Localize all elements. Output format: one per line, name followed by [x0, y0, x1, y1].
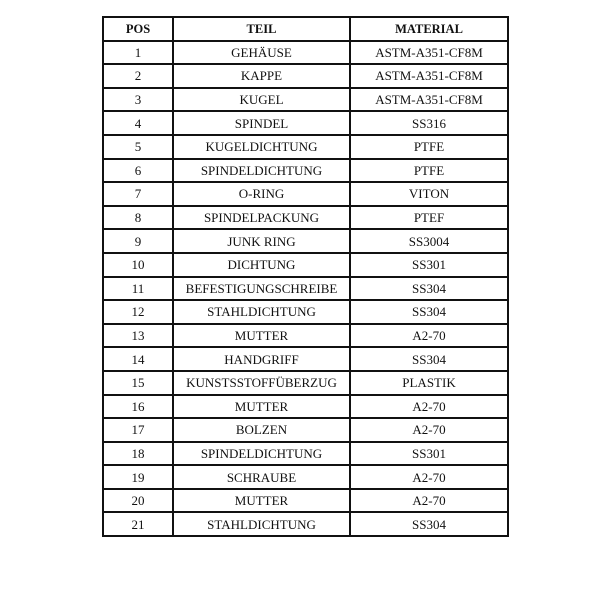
cell-material: A2-70: [350, 418, 508, 442]
table-row: [103, 135, 508, 159]
cell-pos: 1: [103, 41, 173, 65]
cell-pos: 15: [103, 371, 173, 395]
cell-teil: SPINDELDICHTUNG: [173, 442, 350, 466]
table-row: [103, 229, 508, 253]
cell-teil: MUTTER: [173, 395, 350, 419]
cell-material: SS301: [350, 253, 508, 277]
cell-teil: SCHRAUBE: [173, 465, 350, 489]
cell-material: VITON: [350, 182, 508, 206]
table-row: [103, 111, 508, 135]
table-row: [103, 512, 508, 536]
cell-material: SS304: [350, 277, 508, 301]
cell-teil: MUTTER: [173, 489, 350, 513]
cell-pos: 7: [103, 182, 173, 206]
cell-material: SS304: [350, 300, 508, 324]
table-row: [103, 41, 508, 65]
table-row: [103, 442, 508, 466]
cell-teil: STAHLDICHTUNG: [173, 300, 350, 324]
cell-pos: 10: [103, 253, 173, 277]
cell-material: PLASTIK: [350, 371, 508, 395]
cell-material: A2-70: [350, 489, 508, 513]
table-row: [103, 395, 508, 419]
header-material: MATERIAL: [350, 17, 508, 41]
cell-pos: 18: [103, 442, 173, 466]
cell-pos: 9: [103, 229, 173, 253]
table-row: [103, 465, 508, 489]
cell-pos: 2: [103, 64, 173, 88]
table-row: [103, 64, 508, 88]
cell-pos: 20: [103, 489, 173, 513]
table-row: [103, 371, 508, 395]
cell-material: SS304: [350, 347, 508, 371]
cell-material: ASTM-A351-CF8M: [350, 64, 508, 88]
table-row: [103, 88, 508, 112]
table-row: [103, 418, 508, 442]
cell-material: A2-70: [350, 395, 508, 419]
cell-teil: BOLZEN: [173, 418, 350, 442]
cell-teil: SPINDELPACKUNG: [173, 206, 350, 230]
cell-pos: 6: [103, 159, 173, 183]
cell-teil: HANDGRIFF: [173, 347, 350, 371]
cell-material: SS304: [350, 512, 508, 536]
cell-pos: 17: [103, 418, 173, 442]
table-row: [103, 159, 508, 183]
cell-pos: 19: [103, 465, 173, 489]
cell-teil: DICHTUNG: [173, 253, 350, 277]
cell-pos: 14: [103, 347, 173, 371]
cell-teil: KUGEL: [173, 88, 350, 112]
table-row: [103, 182, 508, 206]
table-row: [103, 300, 508, 324]
cell-material: ASTM-A351-CF8M: [350, 88, 508, 112]
cell-material: SS3004: [350, 229, 508, 253]
table-row: [103, 206, 508, 230]
cell-teil: O-RING: [173, 182, 350, 206]
cell-material: A2-70: [350, 324, 508, 348]
cell-material: SS316: [350, 111, 508, 135]
cell-teil: BEFESTIGUNGSCHREIBE: [173, 277, 350, 301]
header-pos: POS: [103, 17, 173, 41]
cell-pos: 8: [103, 206, 173, 230]
cell-teil: KUGELDICHTUNG: [173, 135, 350, 159]
table-row: [103, 324, 508, 348]
cell-teil: STAHLDICHTUNG: [173, 512, 350, 536]
cell-pos: 16: [103, 395, 173, 419]
header-teil: TEIL: [173, 17, 350, 41]
parts-table: [102, 16, 509, 537]
cell-material: ASTM-A351-CF8M: [350, 41, 508, 65]
cell-material: PTFE: [350, 159, 508, 183]
cell-material: A2-70: [350, 465, 508, 489]
cell-pos: 11: [103, 277, 173, 301]
table-row: [103, 347, 508, 371]
cell-pos: 3: [103, 88, 173, 112]
cell-pos: 21: [103, 512, 173, 536]
cell-pos: 4: [103, 111, 173, 135]
table-row: [103, 489, 508, 513]
table-header-row: [103, 17, 508, 41]
cell-pos: 12: [103, 300, 173, 324]
cell-material: PTEF: [350, 206, 508, 230]
cell-teil: MUTTER: [173, 324, 350, 348]
cell-material: SS301: [350, 442, 508, 466]
cell-teil: GEHÄUSE: [173, 41, 350, 65]
cell-teil: SPINDELDICHTUNG: [173, 159, 350, 183]
cell-teil: SPINDEL: [173, 111, 350, 135]
table-row: [103, 277, 508, 301]
cell-pos: 5: [103, 135, 173, 159]
table-row: [103, 253, 508, 277]
cell-pos: 13: [103, 324, 173, 348]
cell-teil: JUNK RING: [173, 229, 350, 253]
cell-material: PTFE: [350, 135, 508, 159]
table-body: [103, 41, 508, 536]
cell-teil: KUNSTSSTOFFÜBERZUG: [173, 371, 350, 395]
cell-teil: KAPPE: [173, 64, 350, 88]
